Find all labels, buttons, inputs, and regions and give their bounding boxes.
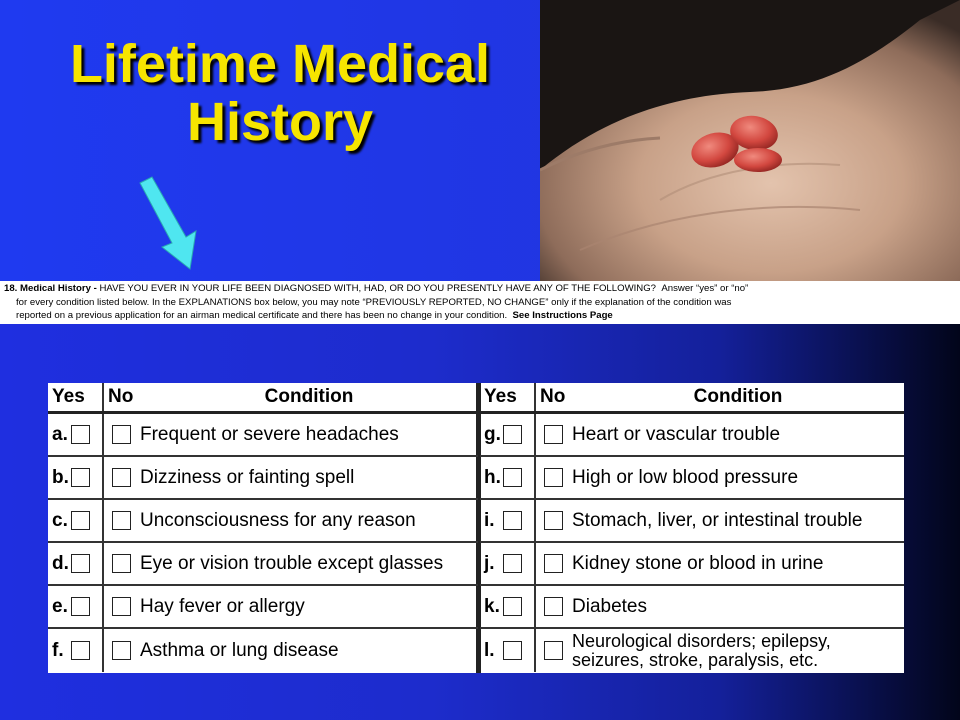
form-item-number: 18. Medical History - [4, 283, 97, 294]
condition-row-f [48, 629, 478, 672]
conditions-left-column [48, 383, 478, 673]
arrow-down-right-icon [130, 175, 220, 275]
condition-row-a [48, 414, 478, 457]
yes-checkbox[interactable] [71, 425, 90, 444]
condition-row-j [480, 543, 904, 586]
row-letter: e. [52, 595, 68, 617]
yes-checkbox[interactable] [71, 641, 90, 660]
no-checkbox[interactable] [544, 468, 563, 487]
row-letter: b. [52, 466, 69, 488]
header-condition: Condition [264, 386, 354, 407]
table-header [48, 383, 478, 414]
form-line-2: for every condition listed below. In the EXPLANATIONS box below, you may note “PREVIOUSLY REPORTED, NO CHANGE” only if the explanation of the condition was [16, 296, 732, 308]
no-checkbox[interactable] [112, 641, 131, 660]
condition-label: Heart or vascular trouble [572, 423, 781, 445]
form-answer-note: Answer “yes” or “no” [661, 283, 749, 294]
header-no: No [540, 386, 566, 407]
no-checkbox[interactable] [544, 554, 563, 573]
row-letter: l. [484, 639, 495, 661]
row-letter: h. [484, 466, 501, 488]
condition-row-e [48, 586, 478, 629]
condition-row-g [480, 414, 904, 457]
no-checkbox[interactable] [544, 641, 563, 660]
yes-checkbox[interactable] [503, 511, 522, 530]
yes-checkbox[interactable] [503, 468, 522, 487]
row-letter: d. [52, 552, 69, 574]
condition-row-h [480, 457, 904, 500]
yes-checkbox[interactable] [503, 597, 522, 616]
yes-checkbox[interactable] [503, 641, 522, 660]
no-checkbox[interactable] [112, 425, 131, 444]
condition-label: Asthma or lung disease [140, 639, 339, 661]
row-letter: c. [52, 509, 68, 531]
condition-label: Eye or vision trouble except glasses [140, 552, 444, 574]
no-checkbox[interactable] [112, 597, 131, 616]
hand-with-pills-photo [540, 0, 960, 282]
no-checkbox[interactable] [112, 554, 131, 573]
row-letter: f. [52, 639, 64, 661]
condition-label: Frequent or severe headaches [140, 423, 399, 445]
condition-row-c [48, 500, 478, 543]
header-no: No [108, 386, 134, 407]
condition-label: Diabetes [572, 595, 647, 617]
condition-label: Neurological disorders; epilepsy, seizures, stroke, paralysis, etc. [572, 630, 831, 670]
condition-row-i [480, 500, 904, 543]
condition-row-b [48, 457, 478, 500]
table-header [480, 383, 904, 414]
yes-checkbox[interactable] [71, 511, 90, 530]
condition-row-d [48, 543, 478, 586]
form-line-3-text: reported on a previous application for an airman medical certificate and there has been no change in your condition. [16, 310, 508, 321]
no-checkbox[interactable] [544, 511, 563, 530]
yes-checkbox[interactable] [71, 554, 90, 573]
row-letter: k. [484, 595, 500, 617]
header-yes: Yes [480, 383, 536, 411]
no-checkbox[interactable] [112, 511, 131, 530]
row-letter: g. [484, 423, 501, 445]
yes-checkbox[interactable] [503, 554, 522, 573]
row-letter: i. [484, 509, 495, 531]
row-letter: j. [484, 552, 495, 574]
header-yes: Yes [48, 383, 104, 411]
form-question-strip [0, 281, 960, 324]
form-question: HAVE YOU EVER IN YOUR LIFE BEEN DIAGNOSED WITH, HAD, OR DO YOU PRESENTLY HAVE ANY OF THE FOLLOWING? [99, 283, 657, 294]
conditions-right-column [480, 383, 904, 673]
header-condition: Condition [693, 386, 783, 407]
condition-label: Stomach, liver, or intestinal trouble [572, 509, 863, 531]
slide-title: Lifetime Medical History [69, 34, 491, 152]
condition-row-l [480, 629, 904, 672]
no-checkbox[interactable] [544, 597, 563, 616]
row-letter: a. [52, 423, 68, 445]
form-line-1 [4, 282, 956, 296]
yes-checkbox[interactable] [71, 468, 90, 487]
conditions-table [48, 383, 904, 673]
see-instructions: See Instructions Page [512, 310, 613, 321]
yes-checkbox[interactable] [71, 597, 90, 616]
condition-row-k [480, 586, 904, 629]
condition-label: Hay fever or allergy [140, 595, 305, 617]
no-checkbox[interactable] [544, 425, 563, 444]
condition-label: Kidney stone or blood in urine [572, 552, 824, 574]
no-checkbox[interactable] [112, 468, 131, 487]
form-line-3 [4, 309, 956, 323]
condition-label: Unconsciousness for any reason [140, 509, 416, 531]
yes-checkbox[interactable] [503, 425, 522, 444]
condition-label: Dizziness or fainting spell [140, 466, 355, 488]
condition-label: High or low blood pressure [572, 466, 799, 488]
